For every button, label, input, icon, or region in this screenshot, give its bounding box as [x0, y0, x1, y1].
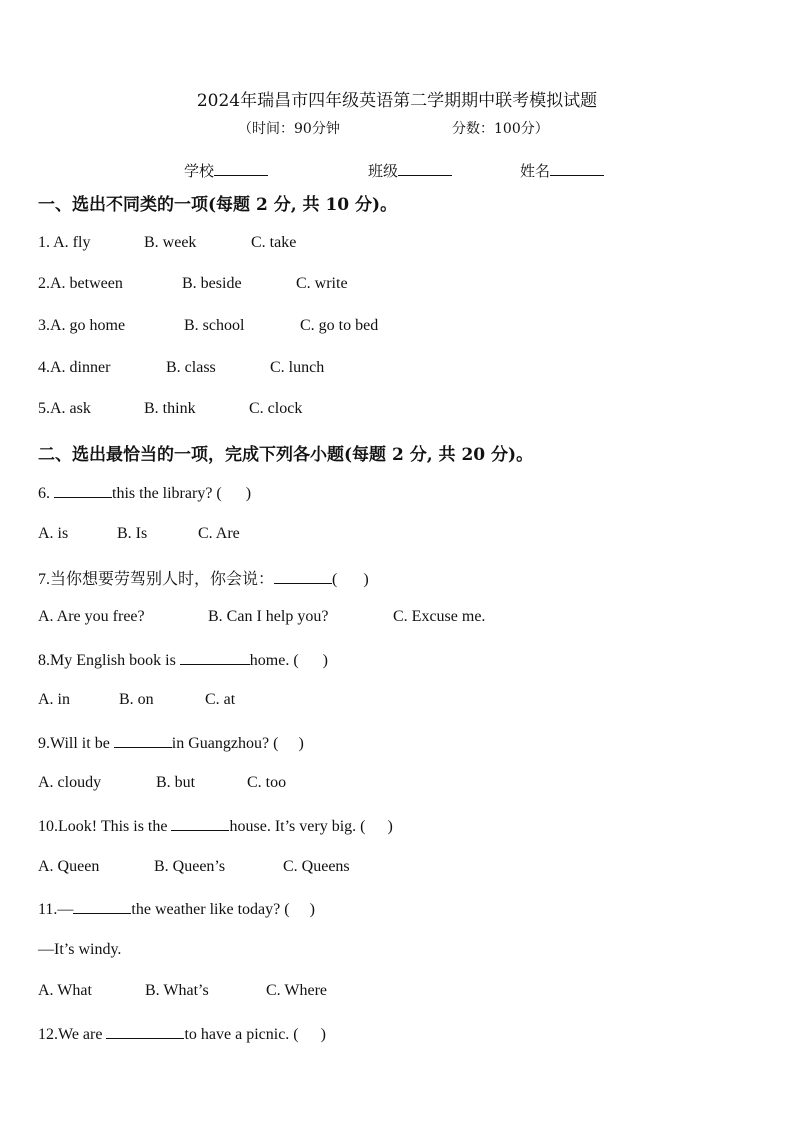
question-11-reply: —It’s windy.	[38, 941, 122, 958]
q10-blank[interactable]	[171, 816, 229, 831]
section2-title: 二、选出最恰当的一项，完成下列各小题(每题 2 分, 共 20 分)。	[38, 445, 534, 465]
q6-option-c: C. Are	[198, 525, 240, 542]
class-field[interactable]	[368, 160, 452, 181]
q8-stem-start: 8.My English book is	[38, 652, 180, 669]
q8-option-a: A. in	[38, 691, 70, 708]
q6-option-b: B. Is	[117, 525, 148, 542]
q12-close-paren: )	[320, 1026, 326, 1043]
q5-option-b: B. think	[144, 400, 196, 417]
question-12	[38, 1024, 326, 1044]
q3-option-a: 3.A. go home	[38, 317, 126, 334]
q12-stem-start: 12.We are	[38, 1026, 107, 1043]
q7-option-a: A. Are you free?	[38, 608, 145, 625]
q4-option-b: B. class	[166, 359, 216, 376]
school-field[interactable]	[184, 160, 268, 181]
q12-blank[interactable]	[106, 1024, 184, 1039]
q6-blank[interactable]	[54, 483, 112, 498]
q9-option-b: B. but	[156, 774, 196, 791]
q11-blank[interactable]	[73, 899, 131, 914]
q11-option-c: C. Where	[266, 982, 328, 999]
q11-stem-start: 11.—	[38, 901, 74, 918]
q9-close-paren: )	[298, 735, 304, 752]
q11-option-a: A. What	[38, 982, 92, 999]
q6-stem-start: 6.	[38, 485, 54, 502]
q8-stem-end: home. (	[249, 652, 299, 669]
q11-close-paren: )	[309, 901, 315, 918]
exam-time: （时间：90分钟	[238, 121, 340, 137]
class-label: 班级	[368, 162, 399, 180]
q7-option-c: C. Excuse me.	[393, 608, 486, 625]
q2-option-a: 2.A. between	[38, 275, 123, 292]
name-field[interactable]	[520, 160, 604, 181]
q6-option-a: A. is	[38, 525, 69, 542]
q8-option-b: B. on	[119, 691, 154, 708]
q3-option-b: B. school	[184, 317, 245, 334]
q8-option-c: C. at	[205, 691, 236, 708]
q6-stem-end: this the library? (	[112, 485, 222, 502]
question-10	[38, 816, 393, 836]
question-8	[38, 650, 328, 670]
school-label: 学校	[184, 162, 215, 180]
q5-option-c: C. clock	[249, 400, 303, 417]
q10-close-paren: )	[387, 818, 393, 835]
q7-close-paren: )	[363, 571, 369, 588]
q4-option-c: C. lunch	[270, 359, 325, 376]
q7-blank[interactable]	[274, 569, 332, 584]
q9-option-a: A. cloudy	[38, 774, 102, 791]
q8-blank[interactable]	[180, 650, 250, 665]
q9-blank[interactable]	[114, 733, 172, 748]
q4-option-a: 4.A. dinner	[38, 359, 111, 376]
q10-option-a: A. Queen	[38, 858, 100, 875]
q7-option-b: B. Can I help you?	[208, 608, 329, 625]
q10-stem-end: house. It’s very big. (	[229, 818, 366, 835]
exam-score: 分数：100分）	[452, 121, 549, 137]
class-blank[interactable]	[398, 161, 452, 176]
q1-option-c: C. take	[251, 234, 297, 251]
q11-stem-end: the weather like today? (	[131, 901, 290, 918]
q9-stem-end: in Guangzhou? (	[171, 735, 279, 752]
q12-stem-end: to have a picnic. (	[184, 1026, 299, 1043]
q8-close-paren: )	[322, 652, 328, 669]
question-9	[38, 733, 304, 753]
q3-option-c: C. go to bed	[300, 317, 379, 334]
name-blank[interactable]	[550, 161, 604, 176]
q11-option-b: B. What’s	[145, 982, 209, 999]
question-11	[38, 899, 315, 919]
question-6	[38, 483, 251, 503]
q5-option-a: 5.A. ask	[38, 400, 91, 417]
section1-title: 一、选出不同类的一项(每题 2 分, 共 10 分)。	[38, 195, 398, 215]
q7-stem-end: (	[332, 571, 338, 588]
q2-option-c: C. write	[296, 275, 348, 292]
name-label: 姓名	[520, 162, 551, 180]
q9-option-c: C. too	[247, 774, 287, 791]
q7-stem-start: 7.当你想要劳驾别人时，你会说：	[38, 571, 275, 588]
q10-option-b: B. Queen’s	[154, 858, 226, 875]
q1-option-b: B. week	[144, 234, 197, 251]
q10-stem-start: 10.Look! This is the	[38, 818, 172, 835]
school-blank[interactable]	[214, 161, 268, 176]
q2-option-b: B. beside	[182, 275, 242, 292]
q1-option-a: 1. A. fly	[38, 234, 91, 251]
q6-close-paren: )	[245, 485, 252, 502]
q10-option-c: C. Queens	[283, 858, 350, 875]
question-7	[38, 566, 369, 589]
page-title: 2024年瑞昌市四年级英语第二学期期中联考模拟试题	[196, 91, 598, 111]
q9-stem-start: 9.Will it be	[38, 735, 114, 752]
